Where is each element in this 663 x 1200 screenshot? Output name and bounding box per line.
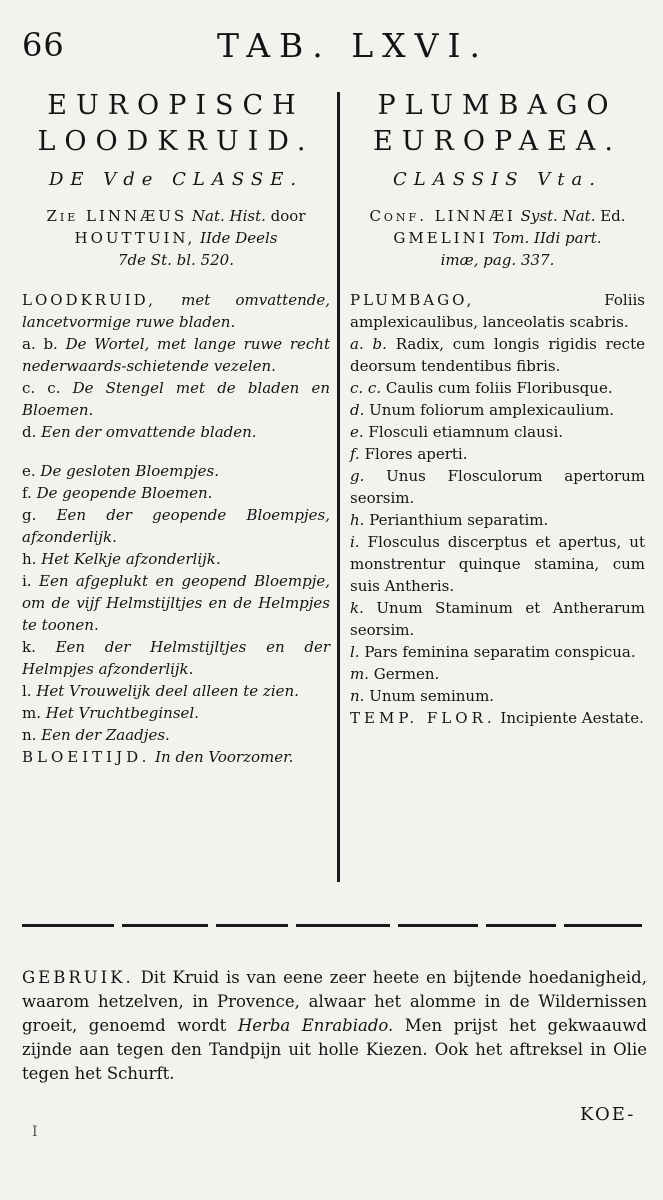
ref-page: imæ, pag. 337. — [440, 251, 555, 269]
ref-work: Syst. Nat. — [515, 207, 596, 225]
list-item: m. Germen. — [350, 665, 440, 683]
list-item: m. Het Vruchtbeginsel. — [22, 704, 199, 722]
list-item: n. Een der Zaadjes. — [22, 726, 170, 744]
herba-name: Herba Enrabiado. — [237, 1016, 394, 1035]
ref-part: Tom. IIdi part. — [487, 229, 602, 247]
ref-author: Zie LINNÆUS — [46, 207, 188, 225]
ref-conf: Conf. LINNÆI — [369, 207, 516, 225]
list-item: k. Unum Staminum et Antherarum seorsim. — [350, 599, 645, 639]
signature-mark: I — [32, 1124, 38, 1140]
list-item: f. De geopende Bloemen. — [22, 484, 213, 502]
table-title: TAB. LXVI. — [217, 26, 490, 65]
ref-door: door — [265, 207, 306, 225]
ref-editor: GMELINI — [393, 229, 488, 247]
list-item: i. Een afgeplukt en geopend Bloempje, om de vijf Helmstijltjes en de Helmpjes te toonen. — [22, 572, 330, 634]
list-item: c. c. De Stengel met de bladen en Bloemen. — [22, 379, 330, 419]
list-item: h. Het Kelkje afzonderlijk. — [22, 550, 221, 568]
dutch-name-line1: EUROPISCH — [47, 90, 305, 121]
ornamental-rule — [22, 922, 642, 930]
list-item: PLUMBAGO, Foliis amplexicaulibus, lanceolatis scabris. — [350, 291, 645, 331]
dutch-name-line2: LOODKRUID. — [37, 126, 315, 157]
latin-name-line2: EUROPAEA. — [373, 126, 622, 157]
list-item: h. Perianthium separatim. — [350, 511, 549, 529]
ref-ed: Ed. — [595, 207, 626, 225]
list-item: g. Een der geopende Bloempjes, afzonderlijk. — [22, 506, 330, 546]
running-header — [22, 26, 641, 70]
dutch-reference — [22, 205, 330, 271]
list-item: c. c. Caulis cum foliis Floribusque. — [350, 379, 613, 397]
ref-translator: HOUTTUIN, — [74, 229, 196, 247]
ref-work: Nat. Hist. — [187, 207, 266, 225]
ref-page: 7de St. bl. 520. — [118, 251, 234, 269]
list-item: e. Flosculi etiamnum clausi. — [350, 423, 564, 441]
list-item: d. Een der omvattende bladen. — [22, 423, 257, 441]
latin-class: CLASSIS Vta. — [393, 169, 602, 190]
list-item: a. b. Radix, cum longis rigidis recte deorsum tendentibus fibris. — [350, 335, 645, 375]
ref-part: IIde Deels — [195, 229, 278, 247]
usage-label: GEBRUIK. — [22, 968, 134, 987]
latin-reference — [350, 205, 645, 271]
flowering-time: BLOEITIJD. In den Voorzomer. — [22, 748, 294, 766]
list-item: d. Unum foliorum amplexicaulium. — [350, 401, 615, 419]
flowering-time: TEMP. FLOR. Incipiente Aestate. — [350, 709, 644, 727]
dutch-column — [22, 88, 330, 768]
list-item: LOODKRUID, met omvattende, lancetvormige ruwe bladen. — [22, 291, 330, 331]
latin-column — [350, 88, 645, 729]
list-item: g. Unus Flosculorum apertorum seorsim. — [350, 467, 645, 507]
latin-entries — [350, 289, 645, 729]
list-item: n. Unum seminum. — [350, 687, 495, 705]
dutch-class: DE Vde CLASSE. — [48, 169, 304, 190]
page-number: 66 — [22, 26, 65, 64]
list-item: f. Flores aperti. — [350, 445, 468, 463]
usage-paragraph: GEBRUIK. Dit Kruid is van eene zeer heete en bijtende hoedanigheid, waarom hetzelven, in Provence, alwaar het alomme in de Wildernissen groeit, genoemd wordt Herba Enrabiado. Men prijst het gekwaauwd zijnde aan tegen den Tandpijn uit holle Kiezen. Ook het aftreksel in Olie tegen het Schurft. — [22, 968, 647, 1083]
dutch-entries — [22, 289, 330, 768]
list-item: i. Flosculus discerptus et apertus, ut monstrentur quinque stamina, cum suis Antheris. — [350, 533, 645, 595]
column-divider — [337, 92, 340, 882]
list-item: e. De gesloten Bloempjes. — [22, 462, 219, 480]
list-item: k. Een der Helmstijltjes en der Helmpjes afzonderlijk. — [22, 638, 330, 678]
list-item: a. b. De Wortel, met lange ruwe recht nederwaards-schietende vezelen. — [22, 335, 330, 375]
list-item: l. Pars feminina separatim conspicua. — [350, 643, 636, 661]
catchword: KOE- — [580, 1104, 636, 1125]
latin-name-line1: PLUMBAGO — [377, 90, 618, 121]
list-item: l. Het Vrouwelijk deel alleen te zien. — [22, 682, 299, 700]
